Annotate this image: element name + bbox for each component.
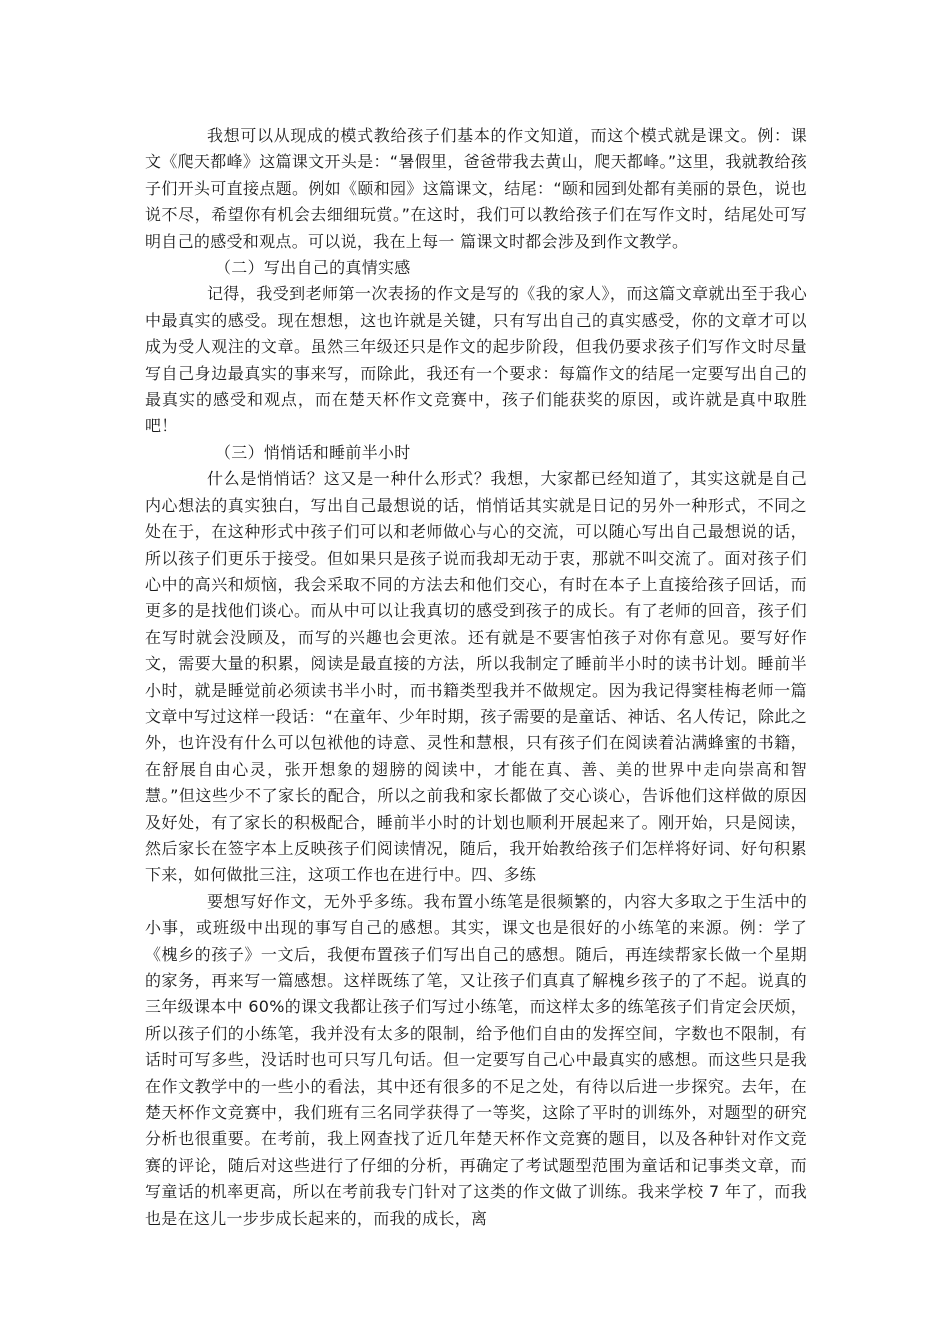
paragraph-model-text: 我想可以从现成的模式教给孩子们基本的作文知道，而这个模式就是课文。例：课文《爬天都峰》这篇课文开头是：“暑假里，爸爸带我去黄山，爬天都峰。”这里，我就教给孩子们开头可直接点题。例如《颐和园》这篇课文，结尾：“颐和园到处都有美丽的景色，说也说不尽，希望你有机会去细细玩赏。”在这时，我们可以教给孩子们在写作文时，结尾处可写明自己的感受和观点。可以说，我在上每一 篇课文时都会涉及到作文教学。 — [145, 126, 807, 251]
paragraph-true-feelings: 记得，我受到老师第一次表扬的作文是写的《我的家人》，而这篇文章就出至于我心中最真实的感受。现在想想，这也许就是关键，只有写出自己的真实感受，你的文章才可以成为受人观注的文章。虽然三年级还只是作文的起步阶段，但我仍要求孩子们写作文时尽量写自己身边最真实的事来写，而除此，我还有一个要求：每篇作文的结尾一定要写出自己的最真实的感受和观点，而在楚天杯作文竞赛中，孩子们能获奖的原因，或许就是真中取胜吧！ — [145, 284, 807, 436]
paragraph-whisper-and-reading: 什么是悄悄话？这又是一种什么形式？我想，大家都已经知道了，其实这就是自己内心想法的真实独白，写出自己最想说的话，悄悄话其实就是日记的另外一种形式，不同之处在于，在这种形式中孩子们可以和老师做心与心的交流，可以随心写出自己最想说的话，所以孩子们更乐于接受。但如果只是孩子说而我却无动于衷，那就不叫交流了。面对孩子们心中的高兴和烦恼，我会采取不同的方法去和他们交心，有时在本子上直接给孩子回话，而更多的是找他们谈心。而从中可以让我真切的感受到孩子的成长。有了老师的回音，孩子们在写时就会没顾及，而写的兴趣也会更浓。还有就是不要害怕孩子对你有意见。要写好作文，需要大量的积累，阅读是最直接的方法，所以我制定了睡前半小时的读书计划。睡前半小时，就是睡觉前必须读书半小时，而书籍类型我并不做规定。因为我记得窦桂梅老师一篇文章中写过这样一段话：“在童年、少年时期，孩子需要的是童话、神话、名人传记，除此之外，也许没有什么可以包袱他的诗意、灵性和慧根，只有孩子们在阅读着沾满蜂蜜的书籍，在舒展自由心灵，张开想象的翅膀的阅读中，才能在真、善、美的世界中走向崇高和智慧。”但这些少不了家长的配合，所以之前我和家长都做了交心谈心，告诉他们这样做的原因及好处，有了家长的积极配合，睡前半小时的计划也顺利开展起来了。刚开始，只是阅读，然后家长在签字本上反映孩子们阅读情况，随后，我开始教给孩子们怎样将好词、好句积累下来，如何做批三注，这项工作也在进行中。四、多练 — [145, 469, 807, 885]
section-heading-3: （三）悄悄话和睡前半小时 — [215, 442, 411, 462]
paragraph-practice: 要想写好作文，无外乎多练。我布置小练笔是很频繁的，内容大多取之于生活中的小事，或班级中出现的事写自己的感想。其实，课文也是很好的小练笔的来源。例：学了《槐乡的孩子》一文后，我便布置孩子们写出自己的感想。随后，再连续帮家长做一个星期的家务，再来写一篇感想。这样既练了笔，又让孩子们真真了解槐乡孩子的了不起。说真的三年级课本中 60%的课文我都让孩子们写过小练笔，而这样太多的练笔孩子们肯定会厌烦，所以孩子们的小练笔，我并没有太多的限制，给予他们自由的发挥空间，字数也不限制，有话时可写多些，没话时也可只写几句话。但一定要写自己心中最真实的感想。而这些只是我在作文教学中的一些小的看法，其中还有很多的不足之处，有待以后进一步探究。去年，在楚天杯作文竞赛中，我们班有三名同学获得了一等奖，这除了平时的训练外，对题型的研究分析也很重要。在考前，我上网查找了近几年楚天杯作文竞赛的题目，以及各种针对作文竞赛的评论，随后对这些进行了仔细的分析，再确定了考试题型范围为童话和记事类文章，而写童话的机率更高，所以在考前我专门针对了这类的作文做了训练。我来学校 7 年了，而我也是在这儿一步步成长起来的，而我的成长，离 — [145, 891, 807, 1228]
section-heading-2: （二）写出自己的真情实感 — [215, 258, 411, 278]
